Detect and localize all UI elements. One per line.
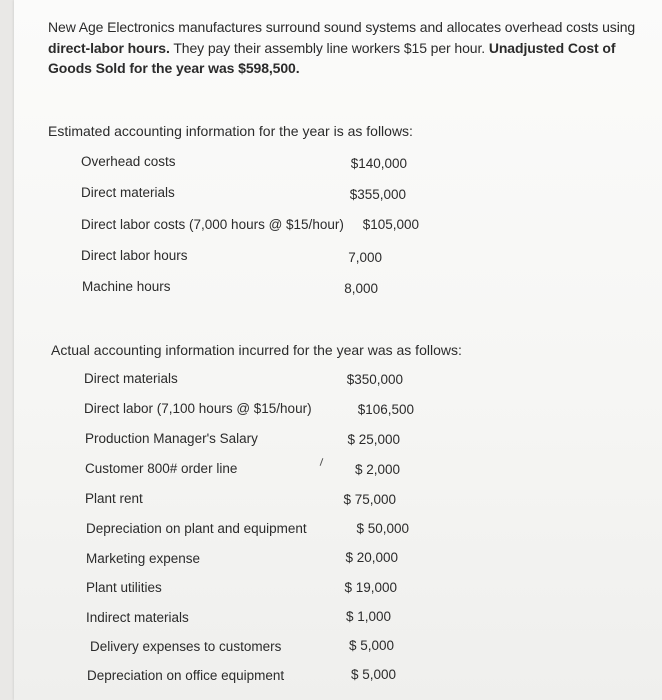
intro-text-1: New Age Electronics manufactures surround sound systems and allocates overhead costs using xyxy=(48,19,636,35)
intro-text-2: They pay their assembly line workers $15 per hour. xyxy=(169,39,489,56)
actual-row-label: Marketing expense xyxy=(86,551,201,566)
actual-row-label: Indirect materials xyxy=(86,610,189,625)
actual-row-value: $ 75,000 xyxy=(343,492,396,507)
document-page xyxy=(14,0,662,700)
estimated-row-label: Overhead costs xyxy=(81,154,176,169)
estimated-row-label: Direct materials xyxy=(81,185,175,200)
actual-row-value: $ 20,000 xyxy=(345,550,398,565)
intro-bold-allocation-base: direct-labor hours. xyxy=(48,39,170,56)
estimated-row-label: Direct labor costs (7,000 hours @ $15/hour) xyxy=(81,217,344,232)
estimated-row-value: 8,000 xyxy=(344,281,378,296)
actual-row-label: Depreciation on office equipment xyxy=(87,668,285,683)
estimated-row-value: $105,000 xyxy=(362,217,419,232)
actual-row-value: $ 5,000 xyxy=(350,667,396,682)
actual-heading: Actual accounting information incurred for the year was as follows: xyxy=(51,342,462,358)
actual-row-value: $ 5,000 xyxy=(348,638,394,653)
estimated-row-label: Machine hours xyxy=(82,279,171,294)
estimated-row-value: 7,000 xyxy=(348,250,382,265)
actual-row-label: Direct materials xyxy=(84,371,178,386)
actual-row-label: Plant utilities xyxy=(86,580,162,595)
actual-row-value: $ 19,000 xyxy=(344,580,397,595)
actual-row-value: $ 25,000 xyxy=(347,432,400,447)
actual-row-value: $350,000 xyxy=(346,372,403,387)
actual-row-label: Depreciation on plant and equipment xyxy=(86,521,307,536)
actual-row-value: $ 1,000 xyxy=(345,609,391,624)
actual-row-label: Direct labor (7,100 hours @ $15/hour) xyxy=(84,401,312,416)
actual-row-value: $ 2,000 xyxy=(354,462,400,477)
estimated-row-value: $355,000 xyxy=(349,187,406,202)
intro-bold-unadjusted-cogs: Unadjusted Cost of Goods Sold for the year was $598,500. xyxy=(48,39,616,76)
estimated-row-value: $140,000 xyxy=(350,156,407,171)
actual-row-label: Plant rent xyxy=(85,491,143,506)
actual-row-label: Customer 800# order line xyxy=(85,461,238,476)
actual-row-value: $106,500 xyxy=(357,402,414,417)
actual-row-label: Production Manager's Salary xyxy=(85,431,258,446)
estimated-row-label: Direct labor hours xyxy=(81,248,188,263)
estimated-heading: Estimated accounting information for the year is as follows: xyxy=(48,123,413,139)
actual-row-label: Delivery expenses to customers xyxy=(90,639,282,654)
actual-row-value: $ 50,000 xyxy=(356,521,409,536)
problem-intro xyxy=(48,17,648,79)
